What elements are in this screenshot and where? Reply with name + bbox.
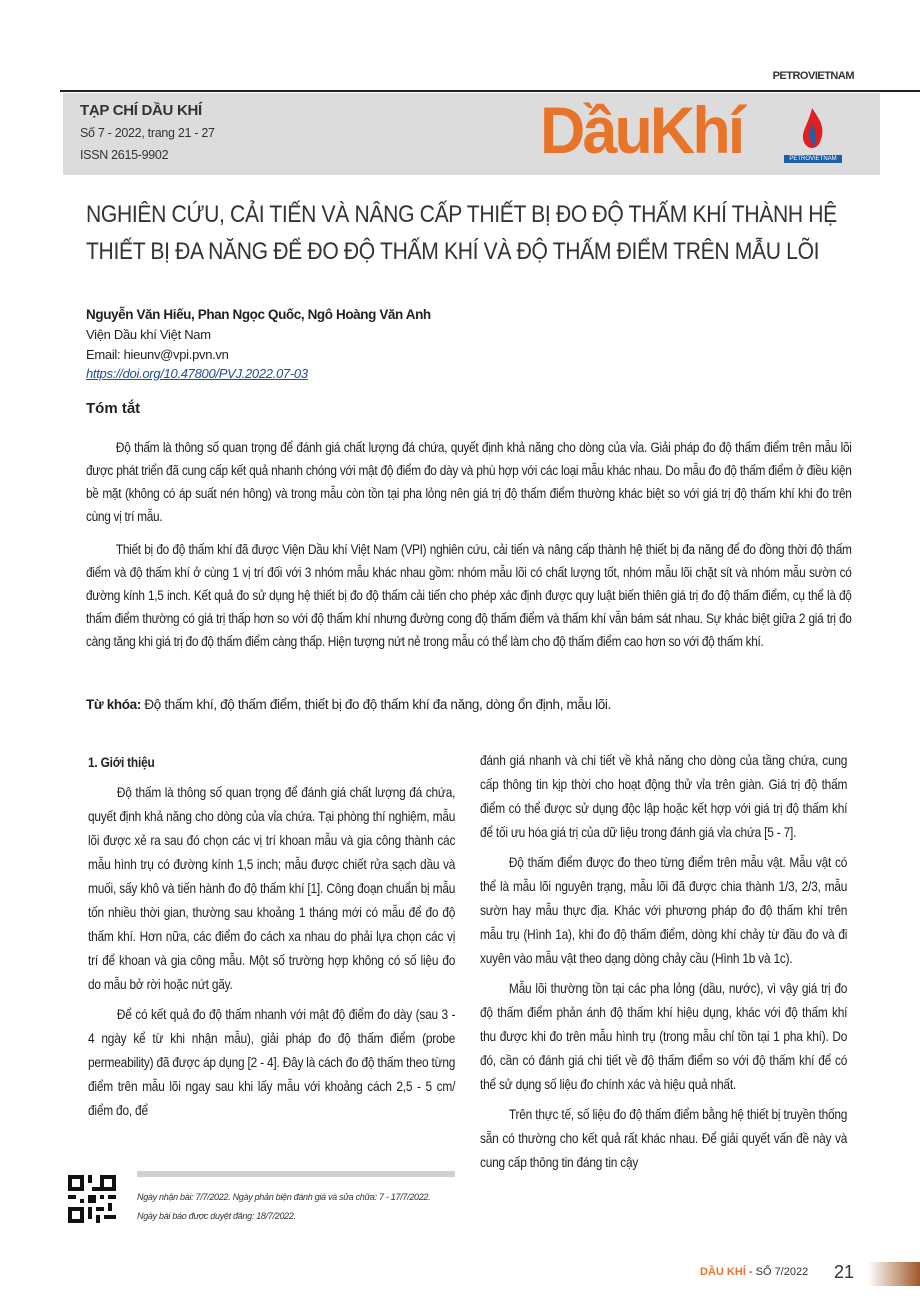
abstract-paragraph: Độ thấm là thông số quan trọng để đánh giá chất lượng đá chứa, quyết định khả năng cho dòng của vỉa. Giải pháp đo độ thấm điểm trên mẫu lõi được phát triển đã cung cấp kết quả nhanh chóng với mật độ điểm đo dày và phù hợp với các loại mẫu khác nhau. Do mẫu đo độ thấm điểm ở điều kiện bề mặt (không có áp suất nén hông) và trong mẫu còn tồn tại pha lỏng nên giá trị độ thấm điểm thường khác biệt so với giá trị độ thấm khí khi đo trên cùng vị trí mẫu. xyxy=(86,440,852,524)
footer-magazine: DẦU KHÍ xyxy=(700,1266,746,1278)
body-paragraph: đánh giá nhanh và chi tiết về khả năng cho dòng của tầng chứa, cung cấp thông tin kịp thời cho hoạt động thử vỉa trên giàn. Giá trị độ thấm điểm có thể được sử dụng độc lập hoặc kết hợp với giá trị độ thấm khí để tối ưu hóa giá trị của dữ liệu trong đánh giá vỉa chứa [5 - 7]. xyxy=(480,752,848,840)
article-title: NGHIÊN CỨU, CẢI TIẾN VÀ NÂNG CẤP THIẾT BỊ ĐO ĐỘ THẤM KHÍ THÀNH HỆ THIẾT BỊ ĐA NĂNG ĐỂ ĐO ĐỘ THẤM KHÍ VÀ ĐỘ THẤM ĐIỂM TRÊN MẪU LÕI xyxy=(86,201,837,265)
journal-name: TẠP CHÍ DẦU KHÍ xyxy=(80,102,202,119)
body-paragraph: Mẫu lõi thường tồn tại các pha lỏng (dầu, nước), vì vậy giá trị đo độ thấm điểm phản ánh độ thấm khí hiệu dụng, khác với độ thấm khí thu được khi đo trên mẫu hình trụ (trong mẫu chỉ tồn tại 1 pha khí). Do đó, cần có đánh giá chi tiết về độ thấm điểm so với độ thấm khí để có thể sử dụng số liệu đo chính xác và hiệu quả nhất. xyxy=(480,980,848,1092)
article-authors: Nguyễn Văn Hiếu, Phan Ngọc Quốc, Ngô Hoàng Văn Anh xyxy=(86,307,431,322)
section-heading: 1. Giới thiệu xyxy=(88,754,155,770)
page-footer xyxy=(700,1266,808,1278)
abstract-paragraph: Thiết bị đo độ thấm khí đã được Viện Dầu khí Việt Nam (VPI) nghiên cứu, cải tiến và nâng cấp thành hệ thiết bị đa năng để đo đồng thời độ thấm điểm và độ thấm khí ở cùng 1 vị trí đối với 3 nhóm mẫu khác nhau gồm: nhóm mẫu lõi có chất lượng tốt, nhóm mẫu lõi chặt sít và nhóm mẫu sườn có đường kính 1,5 inch. Kết quả đo sử dụng hệ thiết bị đo độ thấm cải tiến cho phép xác định được quy luật biến thiên giá trị đo độ thấm điểm, cụ thể là độ thấm điểm thường có giá trị thấp hơn so với độ thấm khí nhưng đường cong độ thấm điểm và thấm khí vẫn bám sát nhau. Sự khác biệt giữa 2 giá trị đo càng tăng khi giá trị đo độ thấm điểm càng thấp. Hiện tượng nứt nẻ trong mẫu có thể làm cho độ thấm điểm cao hơn so với độ thấm khí. xyxy=(86,542,852,649)
left-column xyxy=(88,750,455,1128)
journal-issn: ISSN 2615-9902 xyxy=(80,148,169,162)
accepted-date: Ngày bài báo được duyệt đăng: 18/7/2022. xyxy=(137,1211,296,1221)
page-edge-tab xyxy=(868,1262,920,1286)
received-dates: Ngày nhận bài: 7/7/2022. Ngày phản biện đánh giá và sửa chữa: 7 - 17/7/2022. xyxy=(137,1192,431,1202)
logo-wordmark: DầuKhí xyxy=(540,93,743,167)
keywords-list: Độ thấm khí, độ thấm điểm, thiết bị đo độ thấm khí đa năng, dòng ổn định, mẫu lõi. xyxy=(140,697,611,712)
abstract-heading: Tóm tắt xyxy=(86,400,141,417)
body-paragraph: Độ thấm là thông số quan trọng để đánh giá chất lượng đá chứa, quyết định khả năng cho dòng của vỉa chứa. Tại phòng thí nghiệm, mẫu lõi được xẻ ra sau đó chọn các vị trí khoan mẫu và gia công thành các mẫu hình trụ có đường kính 1,5 inch; mẫu được chiết rửa sạch dầu và muối, sấy khô và tiến hành đo độ thấm khí [1]. Công đoạn chuẩn bị mẫu tốn nhiều thời gian, thường sau khoảng 1 tháng mới có mẫu để đo độ thấm khí. Hơn nữa, các điểm đo cách xa nhau do phải lựa chọn các vị trí để khoan và gia công mẫu. Một số trường hợp không có số liệu đo do mẫu bở rời hoặc nứt gãy. xyxy=(88,784,456,992)
body-paragraph: Trên thực tế, số liệu đo độ thấm điểm bằng hệ thiết bị truyền thống sẵn có thường cho kết quả rất khác nhau. Để giải quyết vấn đề này và cung cấp thông tin đáng tin cậy xyxy=(480,1106,848,1170)
dates-divider xyxy=(137,1171,455,1177)
qr-code-icon xyxy=(68,1175,116,1223)
page-number: 21 xyxy=(834,1262,855,1282)
article-dates xyxy=(137,1188,430,1226)
flame-icon xyxy=(792,106,832,156)
footer-issue: - SỐ 7/2022 xyxy=(745,1266,809,1278)
journal-logo xyxy=(540,93,860,170)
right-column xyxy=(480,748,847,1180)
keywords-label: Từ khóa: xyxy=(86,697,141,712)
publisher-brand: PETROVIETNAM xyxy=(772,70,854,82)
journal-issue: Số 7 - 2022, trang 21 - 27 xyxy=(80,126,215,140)
logo-tag: PETROVIETNAM xyxy=(784,155,842,163)
keywords xyxy=(86,697,852,712)
author-email: Email: hieunv@vpi.pvn.vn xyxy=(86,347,229,362)
author-affiliation: Viện Dầu khí Việt Nam xyxy=(86,327,211,342)
doi-link[interactable]: https://doi.org/10.47800/PVJ.2022.07-03 xyxy=(86,366,308,381)
abstract-body xyxy=(86,436,852,663)
body-paragraph: Để có kết quả đo độ thấm nhanh với mật độ điểm đo dày (sau 3 - 4 ngày kể từ khi nhận mẫu), giải pháp đo độ thấm điểm (probe permeability) đã được áp dụng [2 - 4]. Đây là cách đo độ thấm theo từng điểm trên mẫu lõi ngay sau khi lấy mẫu với khoảng cách 2,5 - 5 cm/điểm đo, để xyxy=(88,1006,456,1118)
body-paragraph: Độ thấm điểm được đo theo từng điểm trên mẫu vật. Mẫu vật có thể là mẫu lõi nguyên trạng, mẫu lõi đã được chia thành 1/3, 2/3, mẫu sườn hay mẫu thực địa. Khác với phương pháp đo độ thấm khí trên mẫu trụ (Hình 1a), khi đo độ thấm điểm, dòng khí chảy từ đầu đo và đi xuyên vào mẫu vật theo dạng dòng chảy cầu (Hình 1b và 1c). xyxy=(480,854,848,966)
header-rule xyxy=(60,90,920,92)
